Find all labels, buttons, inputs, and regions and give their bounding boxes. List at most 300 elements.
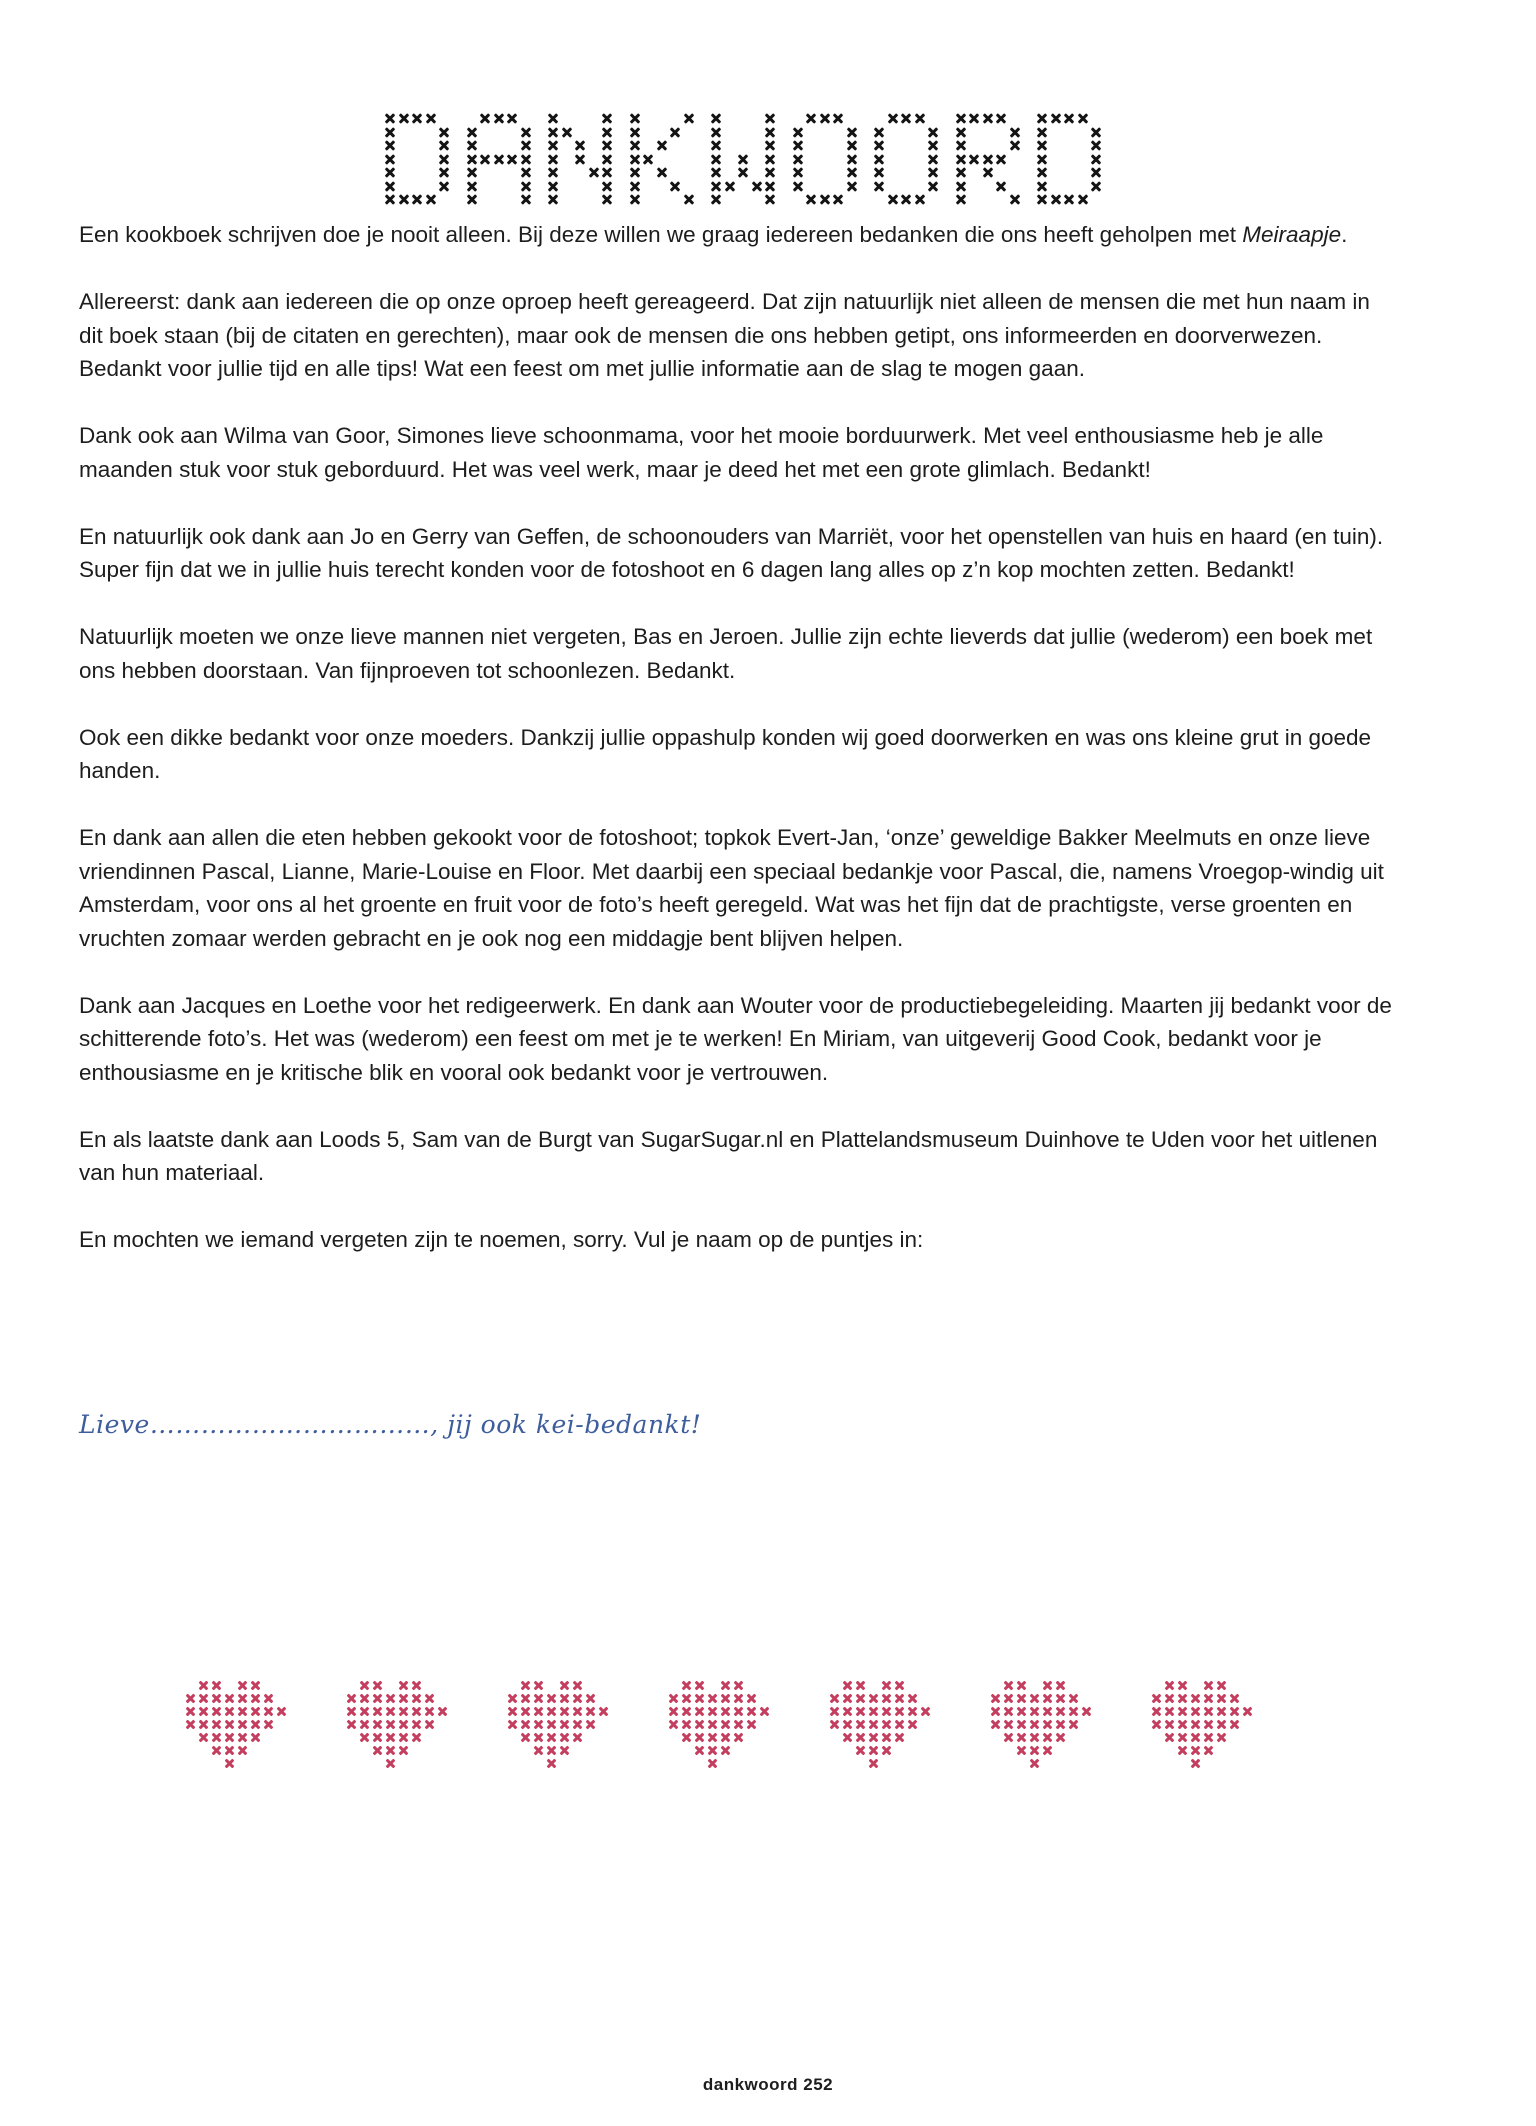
heart-stitch — [211, 1693, 222, 1704]
heart-stitch — [372, 1745, 383, 1756]
title-stitch — [561, 126, 573, 138]
heart-stitch — [720, 1693, 731, 1704]
heart-stitch — [211, 1706, 222, 1717]
heart-stitch — [881, 1745, 892, 1756]
heart-stitch — [1029, 1745, 1040, 1756]
title-stitch — [846, 180, 858, 192]
heart-stitch — [572, 1693, 583, 1704]
title-stitch — [955, 153, 967, 165]
paragraph: Allereerst: dank aan iedereen die op onze oproep heeft gereageerd. Dat zijn natuurlijk niet alleen de mensen die met hun naam in dit boek staan (bij de citaten en gerechten), maar ook de mensen die ons hebben getipt, ons informeerden en doorverwezen. Bedankt voor jullie tijd en alle tips! Wat een feest om met jullie informatie aan de slag te mogen gaan. — [79, 289, 1370, 381]
heart-stitch — [263, 1693, 274, 1704]
heart-stitch — [224, 1758, 235, 1769]
heart-stitch — [211, 1719, 222, 1730]
heart-stitch — [720, 1732, 731, 1743]
heart-stitch — [990, 1719, 1001, 1730]
heart-stitch — [572, 1706, 583, 1717]
heart-stitch — [1003, 1693, 1014, 1704]
heart-stitch — [720, 1680, 731, 1691]
heart-stitch — [572, 1680, 583, 1691]
heart-stitch — [733, 1693, 744, 1704]
heart-stitch — [211, 1732, 222, 1743]
title-stitch — [805, 193, 817, 205]
heart-stitch — [868, 1758, 879, 1769]
cross-stitch-hearts — [185, 1680, 1285, 1810]
title-stitch — [384, 193, 396, 205]
heart-stitch — [398, 1745, 409, 1756]
title-stitch — [982, 112, 994, 124]
heart-stitch — [198, 1680, 209, 1691]
title-stitch — [887, 193, 899, 205]
heart-stitch — [1177, 1719, 1188, 1730]
heart-stitch — [694, 1732, 705, 1743]
title-stitch — [900, 193, 912, 205]
heart-stitch — [1216, 1706, 1227, 1717]
title-stitch — [466, 139, 478, 151]
heart-stitch — [185, 1719, 196, 1730]
heart-stitch — [359, 1706, 370, 1717]
title-stitch — [588, 166, 600, 178]
title-stitch — [764, 180, 776, 192]
title-stitch — [710, 180, 722, 192]
heart-stitch — [881, 1706, 892, 1717]
title-stitch — [574, 139, 586, 151]
heart-stitch — [868, 1745, 879, 1756]
heart-stitch — [1003, 1732, 1014, 1743]
title-stitch — [900, 112, 912, 124]
heart-stitch — [1081, 1706, 1092, 1717]
heart-icon — [829, 1680, 939, 1790]
heart-stitch — [224, 1732, 235, 1743]
heart-stitch — [559, 1680, 570, 1691]
title-stitch — [955, 112, 967, 124]
heart-stitch — [720, 1706, 731, 1717]
heart-icon — [185, 1680, 295, 1790]
title-stitch — [506, 153, 518, 165]
heart-stitch — [224, 1719, 235, 1730]
paragraph: Ook een dikke bedankt voor onze moeders. Dankzij jullie oppashulp konden wij goed doorwerken en was ons kleine grut in goede handen. — [79, 724, 1372, 783]
title-stitch — [982, 166, 994, 178]
heart-icon — [346, 1680, 456, 1790]
heart-stitch — [533, 1732, 544, 1743]
heart-stitch — [1229, 1719, 1240, 1730]
heart-stitch — [1055, 1693, 1066, 1704]
title-stitch — [927, 180, 939, 192]
title-stitch — [764, 112, 776, 124]
heart-icon — [668, 1680, 778, 1790]
heart-stitch — [424, 1706, 435, 1717]
heart-stitch — [1029, 1706, 1040, 1717]
title-stitch — [1090, 126, 1102, 138]
heart-stitch — [385, 1758, 396, 1769]
heart-stitch — [1164, 1706, 1175, 1717]
heart-stitch — [1055, 1732, 1066, 1743]
heart-stitch — [907, 1719, 918, 1730]
heart-stitch — [411, 1732, 422, 1743]
heart-stitch — [372, 1706, 383, 1717]
title-stitch — [1090, 153, 1102, 165]
heart-stitch — [855, 1693, 866, 1704]
heart-stitch — [559, 1732, 570, 1743]
heart-stitch — [868, 1706, 879, 1717]
heart-stitch — [237, 1693, 248, 1704]
heart-stitch — [372, 1693, 383, 1704]
heart-stitch — [1042, 1693, 1053, 1704]
heart-stitch — [881, 1693, 892, 1704]
title-stitch — [384, 112, 396, 124]
title-stitch — [1090, 139, 1102, 151]
heart-stitch — [546, 1758, 557, 1769]
heart-stitch — [224, 1693, 235, 1704]
heart-stitch — [411, 1693, 422, 1704]
heart-stitch — [1216, 1680, 1227, 1691]
heart-stitch — [668, 1706, 679, 1717]
heart-stitch — [868, 1719, 879, 1730]
title-stitch — [832, 193, 844, 205]
title-stitch — [1036, 166, 1048, 178]
heart-stitch — [707, 1693, 718, 1704]
title-stitch — [751, 180, 763, 192]
heart-stitch — [1203, 1680, 1214, 1691]
heart-stitch — [681, 1693, 692, 1704]
heart-stitch — [533, 1680, 544, 1691]
title-stitch — [629, 139, 641, 151]
title-stitch — [1063, 112, 1075, 124]
title-stitch — [819, 193, 831, 205]
heart-stitch — [1164, 1732, 1175, 1743]
heart-stitch — [707, 1732, 718, 1743]
heart-stitch — [1055, 1706, 1066, 1717]
heart-stitch — [372, 1680, 383, 1691]
title-stitch — [411, 112, 423, 124]
heart-stitch — [437, 1706, 448, 1717]
heart-stitch — [829, 1693, 840, 1704]
heart-stitch — [1203, 1732, 1214, 1743]
title-stitch — [520, 193, 532, 205]
heart-stitch — [842, 1693, 853, 1704]
heart-stitch — [707, 1706, 718, 1717]
title-stitch — [995, 153, 1007, 165]
heart-stitch — [185, 1706, 196, 1717]
title-stitch — [1077, 112, 1089, 124]
title-stitch — [764, 193, 776, 205]
heart-icon — [1151, 1680, 1261, 1790]
title-stitch — [506, 112, 518, 124]
heart-stitch — [411, 1680, 422, 1691]
heart-stitch — [572, 1732, 583, 1743]
heart-stitch — [1029, 1732, 1040, 1743]
heart-stitch — [1151, 1706, 1162, 1717]
heart-stitch — [359, 1693, 370, 1704]
heart-stitch — [398, 1719, 409, 1730]
heart-stitch — [894, 1693, 905, 1704]
heart-stitch — [572, 1719, 583, 1730]
title-stitch — [493, 112, 505, 124]
heart-stitch — [1042, 1732, 1053, 1743]
title-stitch — [547, 126, 559, 138]
heart-stitch — [881, 1732, 892, 1743]
heart-stitch — [507, 1719, 518, 1730]
heart-stitch — [855, 1745, 866, 1756]
title-stitch — [1090, 180, 1102, 192]
title-stitch — [438, 139, 450, 151]
heart-stitch — [520, 1706, 531, 1717]
title-stitch — [601, 139, 613, 151]
title-stitch — [792, 139, 804, 151]
heart-stitch — [250, 1719, 261, 1730]
heart-stitch — [707, 1719, 718, 1730]
heart-stitch — [1042, 1706, 1053, 1717]
heart-stitch — [198, 1732, 209, 1743]
title-stitch — [1050, 112, 1062, 124]
title-stitch — [873, 126, 885, 138]
heart-stitch — [585, 1719, 596, 1730]
title-stitch — [601, 126, 613, 138]
heart-stitch — [894, 1680, 905, 1691]
heart-stitch — [1016, 1706, 1027, 1717]
heart-stitch — [681, 1680, 692, 1691]
heart-stitch — [1016, 1693, 1027, 1704]
title-stitch — [955, 166, 967, 178]
heart-stitch — [546, 1732, 557, 1743]
title-stitch — [764, 166, 776, 178]
title-stitch — [438, 153, 450, 165]
heart-stitch — [250, 1732, 261, 1743]
heart-stitch — [520, 1732, 531, 1743]
title-stitch — [873, 139, 885, 151]
heart-stitch — [1042, 1680, 1053, 1691]
heart-stitch — [250, 1706, 261, 1717]
paragraph: En natuurlijk ook dank aan Jo en Gerry van Geffen, de schoonouders van Marriët, voor het openstellen van huis en haard (en tuin). Super fijn dat we in jullie huis terecht konden voor de fotoshoot en 6 dagen lang alles op z’n kop mochten zetten. Bedankt! — [79, 523, 1384, 582]
title-stitch — [520, 126, 532, 138]
title-stitch — [792, 126, 804, 138]
title-stitch — [873, 180, 885, 192]
heart-stitch — [533, 1745, 544, 1756]
heart-stitch — [1190, 1706, 1201, 1717]
title-stitch — [601, 180, 613, 192]
title-stitch — [832, 112, 844, 124]
heart-stitch — [398, 1732, 409, 1743]
heart-stitch — [372, 1732, 383, 1743]
heart-stitch — [990, 1706, 1001, 1717]
title-stitch — [384, 180, 396, 192]
heart-stitch — [1229, 1693, 1240, 1704]
title-stitch — [982, 153, 994, 165]
title-stitch — [601, 166, 613, 178]
paragraph: En mochten we iemand vergeten zijn te noemen, sorry. Vul je naam op de puntjes in: — [79, 1227, 924, 1252]
title-stitch — [1009, 126, 1021, 138]
heart-stitch — [681, 1706, 692, 1717]
heart-stitch — [1190, 1732, 1201, 1743]
title-stitch — [1036, 153, 1048, 165]
title-stitch — [995, 180, 1007, 192]
heart-stitch — [1029, 1758, 1040, 1769]
heart-stitch — [1164, 1680, 1175, 1691]
heart-stitch — [359, 1719, 370, 1730]
heart-stitch — [1055, 1680, 1066, 1691]
paragraph: Dank ook aan Wilma van Goor, Simones lieve schoonmama, voor het mooie borduurwerk. Met veel enthousiasme heb je alle maanden stuk voor stuk geborduurd. Het was veel werk, maar je deed het met een grote glimlach. Bedankt! — [79, 423, 1324, 482]
title-stitch — [384, 139, 396, 151]
heart-stitch — [385, 1719, 396, 1730]
title-stitch — [819, 112, 831, 124]
heart-stitch — [533, 1706, 544, 1717]
title-stitch — [927, 166, 939, 178]
title-stitch — [792, 153, 804, 165]
heart-stitch — [733, 1732, 744, 1743]
paragraph: Dank aan Jacques en Loethe voor het redigeerwerk. En dank aan Wouter voor de productiebegeleiding. Maarten jij bedankt voor de schitterende foto’s. Het was (wederom) een feest om met je te werken! En Miriam, van uitgeverij Good Cook, bedankt voor je enthousiasme en je kritische blik en vooral ook bedankt voor je vertrouwen. — [79, 992, 1392, 1085]
heart-stitch — [585, 1693, 596, 1704]
heart-stitch — [559, 1745, 570, 1756]
title-stitch — [479, 112, 491, 124]
title-stitch — [384, 126, 396, 138]
heart-stitch — [520, 1693, 531, 1704]
heart-stitch — [694, 1693, 705, 1704]
title-stitch — [955, 139, 967, 151]
heart-stitch — [533, 1719, 544, 1730]
heart-stitch — [385, 1745, 396, 1756]
heart-stitch — [707, 1758, 718, 1769]
heart-stitch — [198, 1693, 209, 1704]
heart-stitch — [546, 1719, 557, 1730]
title-stitch — [873, 153, 885, 165]
heart-stitch — [855, 1680, 866, 1691]
heart-stitch — [868, 1732, 879, 1743]
heart-stitch — [546, 1693, 557, 1704]
heart-stitch — [1029, 1719, 1040, 1730]
heart-stitch — [733, 1719, 744, 1730]
title-stitch — [1036, 180, 1048, 192]
title-stitch — [479, 153, 491, 165]
heart-stitch — [707, 1745, 718, 1756]
heart-icon — [507, 1680, 617, 1790]
title-stitch — [792, 166, 804, 178]
heart-stitch — [868, 1693, 879, 1704]
title-stitch — [1036, 126, 1048, 138]
title-stitch — [968, 153, 980, 165]
heart-stitch — [1016, 1719, 1027, 1730]
title-stitch — [1063, 193, 1075, 205]
heart-stitch — [507, 1706, 518, 1717]
title-stitch — [1009, 139, 1021, 151]
title-stitch — [724, 180, 736, 192]
title-stitch — [601, 112, 613, 124]
heart-stitch — [224, 1706, 235, 1717]
heart-stitch — [237, 1680, 248, 1691]
title-stitch — [1009, 193, 1021, 205]
heart-stitch — [907, 1706, 918, 1717]
title-stitch — [493, 153, 505, 165]
heart-stitch — [533, 1693, 544, 1704]
title-stitch — [466, 166, 478, 178]
paragraph-intro: Een kookboek schrijven doe je nooit alleen. Bij deze willen we graag iedereen bedanken die ons heeft geholpen met Meiraapje. — [79, 222, 1348, 247]
heart-stitch — [559, 1693, 570, 1704]
title-stitch — [710, 126, 722, 138]
heart-stitch — [1016, 1680, 1027, 1691]
heart-stitch — [720, 1719, 731, 1730]
heart-stitch — [1229, 1706, 1240, 1717]
heart-stitch — [1177, 1693, 1188, 1704]
heart-stitch — [1190, 1693, 1201, 1704]
heart-stitch — [398, 1680, 409, 1691]
heart-stitch — [1003, 1706, 1014, 1717]
title-stitch — [710, 193, 722, 205]
title-stitch — [764, 153, 776, 165]
heart-stitch — [359, 1732, 370, 1743]
title-stitch — [914, 112, 926, 124]
heart-stitch — [263, 1706, 274, 1717]
page-title-cross-stitch — [352, 112, 1136, 208]
heart-stitch — [237, 1719, 248, 1730]
book-title: Meiraapje — [1242, 222, 1342, 247]
title-stitch — [574, 153, 586, 165]
title-stitch — [438, 180, 450, 192]
title-stitch — [737, 153, 749, 165]
heart-stitch — [894, 1732, 905, 1743]
heart-stitch — [198, 1706, 209, 1717]
title-stitch — [398, 193, 410, 205]
title-stitch — [927, 153, 939, 165]
title-stitch — [547, 153, 559, 165]
heart-stitch — [842, 1732, 853, 1743]
heart-stitch — [746, 1719, 757, 1730]
heart-stitch — [668, 1719, 679, 1730]
title-stitch — [683, 112, 695, 124]
heart-stitch — [276, 1706, 287, 1717]
title-stitch — [873, 166, 885, 178]
title-stitch — [669, 180, 681, 192]
heart-stitch — [694, 1680, 705, 1691]
heart-stitch — [1068, 1719, 1079, 1730]
heart-stitch — [237, 1706, 248, 1717]
heart-stitch — [1068, 1706, 1079, 1717]
heart-stitch — [250, 1680, 261, 1691]
heart-stitch — [1203, 1693, 1214, 1704]
title-stitch — [764, 126, 776, 138]
body-text — [79, 218, 1399, 1290]
heart-stitch — [372, 1719, 383, 1730]
title-stitch — [384, 153, 396, 165]
title-stitch — [520, 139, 532, 151]
title-stitch — [520, 153, 532, 165]
title-stitch — [466, 153, 478, 165]
heart-stitch — [759, 1706, 770, 1717]
heart-stitch — [681, 1719, 692, 1730]
heart-icon — [990, 1680, 1100, 1790]
heart-stitch — [263, 1719, 274, 1730]
heart-stitch — [720, 1745, 731, 1756]
heart-stitch — [346, 1719, 357, 1730]
title-stitch — [656, 166, 668, 178]
title-stitch — [955, 193, 967, 205]
heart-stitch — [346, 1693, 357, 1704]
title-stitch — [927, 126, 939, 138]
title-stitch — [669, 126, 681, 138]
heart-stitch — [1177, 1706, 1188, 1717]
heart-stitch — [385, 1706, 396, 1717]
heart-stitch — [1003, 1719, 1014, 1730]
heart-stitch — [1203, 1719, 1214, 1730]
title-stitch — [547, 180, 559, 192]
heart-stitch — [694, 1706, 705, 1717]
heart-stitch — [250, 1693, 261, 1704]
title-stitch — [547, 112, 559, 124]
title-stitch — [846, 153, 858, 165]
heart-stitch — [881, 1680, 892, 1691]
title-stitch — [547, 193, 559, 205]
heart-stitch — [694, 1719, 705, 1730]
heart-stitch — [559, 1719, 570, 1730]
title-stitch — [1090, 166, 1102, 178]
heart-stitch — [907, 1693, 918, 1704]
